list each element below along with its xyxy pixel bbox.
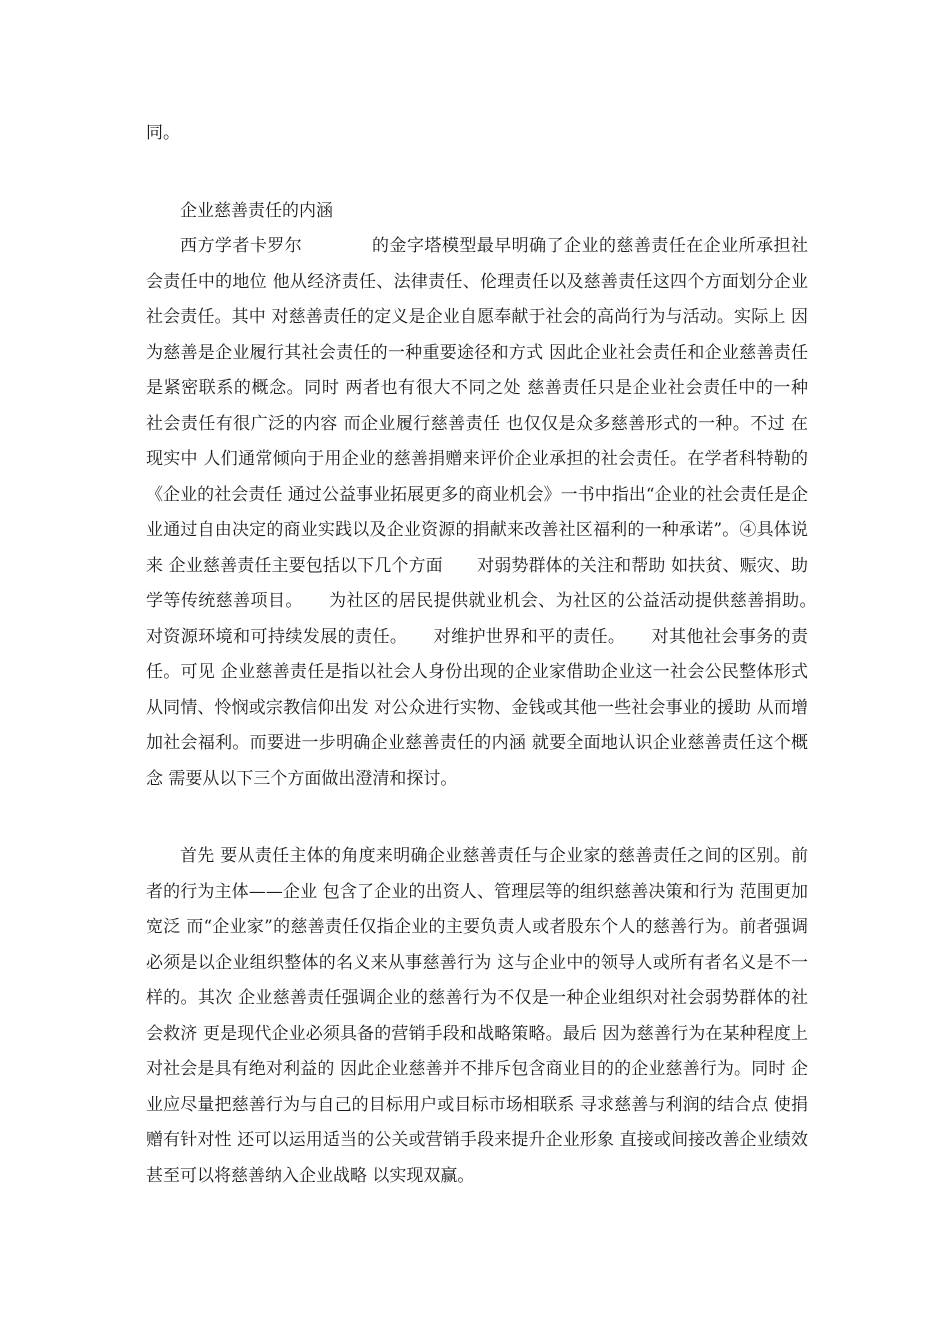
paragraph-2: 首先 要从责任主体的角度来明确企业慈善责任与企业家的慈善责任之间的区别。前者的行为主体——企业 包含了企业的出资人、管理层等的组织慈善决策和行为 范围更加宽泛 而“企业家”的慈善责任仅指企业的主要负责人或者股东个人的慈善行为。前者强调必须是以企业组织整体的名义来从事慈善行为 这与企业中的领导人或所有者名义是不一样的。其次 企业慈善责任强调企业的慈善行为不仅是一种企业组织对社会弱势群体的社会救济 更是现代企业必须具备的营销手段和战略策略。最后 因为慈善行为在某种程度上对社会是具有绝对利益的 因此企业慈善并不排斥包含商业目的的企业慈善行为。同时 企业应尽量把慈善行为与自己的目标用户或目标市场相联系 寻求慈善与利润的结合点 使捐赠有针对性 还可以运用适当的公关或营销手段来提升企业形象 直接或间接改善企业绩效 甚至可以将慈善纳入企业战略 以实现双赢。 [146,846,808,1186]
paragraph-1: 西方学者卡罗尔 的金字塔模型最早明确了企业的慈善责任在企业所承担社会责任中的地位 他从经济责任、法律责任、伦理责任以及慈善责任这四个方面划分企业社会责任。其中 对慈善责任的定义是企业自愿奉献于社会的高尚行为与活动。实际上 因为慈善是企业履行其社会责任的一种重要途径和方式 因此企业社会责任和企业慈善责任是紧密联系的概念。同时 两者也有很大不同之处 慈善责任只是企业社会责任中的一种 社会责任有很广泛的内容 而企业履行慈善责任 也仅仅是众多慈善形式的一种。不过 在现实中 人们通常倾向于用企业的慈善捐赠来评价企业承担的社会责任。在学者科特勒的《企业的社会责任 通过公益事业拓展更多的商业机会》一书中指出“企业的社会责任是企业通过自由决定的商业实践以及企业资源的捐献来改善社区福利的一种承诺”。④具体说来 企业慈善责任主要包括以下几个方面 对弱势群体的关注和帮助 如扶贫、赈灾、助学等传统慈善项目。 为社区的居民提供就业机会、为社区的公益活动提供慈善捐助。 对资源环境和可持续发展的责任。 对维护世界和平的责任。 对其他社会事务的责任。可见 企业慈善责任是指以社会人身份出现的企业家借助企业这一社会公民整体形式 从同情、怜悯或宗教信仰出发 对公众进行实物、金钱或其他一些社会事业的援助 从而增加社会福利。而要进一步明确企业慈善责任的内涵 就要全面地认识企业慈善责任这个概念 需要从以下三个方面做出澄清和探讨。 [146,236,842,789]
document-body [146,116,842,1194]
section-heading: 企业慈善责任的内涵 [180,200,333,221]
continuation-line: 同。 [146,123,180,143]
